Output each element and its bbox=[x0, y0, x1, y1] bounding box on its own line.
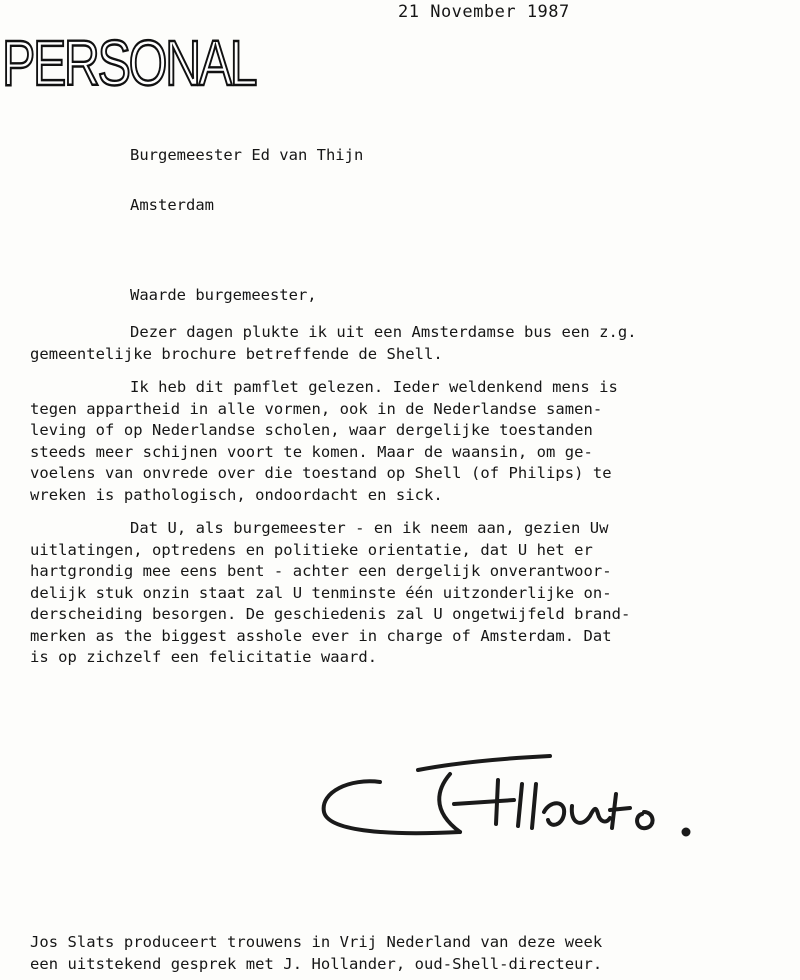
text-line: Dezer dagen plukte ik uit een Amsterdamse bus een z.g. bbox=[130, 323, 637, 341]
handwritten-signature bbox=[310, 740, 730, 860]
text-line: derscheiding besorgen. De geschiedenis zal U ongetwijfeld brand- bbox=[30, 605, 631, 623]
salutation: Waarde burgemeester, bbox=[130, 286, 317, 304]
personal-stamp: PERSONAL bbox=[2, 27, 256, 99]
text-line: gemeentelijke brochure betreffende de Shell. bbox=[30, 344, 443, 363]
text-line: wreken is pathologisch, ondoordacht en sick. bbox=[30, 485, 443, 504]
paragraph-2 bbox=[30, 377, 800, 506]
text-line: Dat U, als burgemeester - en ik neem aan, gezien Uw bbox=[130, 519, 609, 537]
text-line: Jos Slats produceert trouwens in Vrij Nederland van deze week bbox=[30, 933, 603, 951]
text-line: is op zichzelf een felicitatie waard. bbox=[30, 648, 378, 666]
paragraph-3 bbox=[30, 518, 800, 669]
text-line: steeds meer schijnen voort te komen. Maar de waansin, om ge- bbox=[30, 442, 593, 461]
letter-body bbox=[30, 322, 800, 681]
text-line: uitlatingen, optredens en politieke orientatie, dat U het er bbox=[30, 540, 593, 559]
text-line: voelens van onvrede over die toestand op Shell (of Philips) te bbox=[30, 464, 612, 482]
text-line: een uitstekend gesprek met J. Hollander, oud-Shell-directeur. bbox=[30, 954, 603, 973]
text-line: merken as the biggest asshole ever in charge of Amsterdam. Dat bbox=[30, 626, 612, 645]
paragraph-1 bbox=[30, 322, 800, 365]
text-line: delijk stuk onzin staat zal U tenminste één uitzonderlijke on- bbox=[30, 583, 612, 602]
text-line: leving of op Nederlandse scholen, waar dergelijke toestanden bbox=[30, 421, 593, 439]
letter-date: 21 November 1987 bbox=[398, 2, 570, 22]
addressee-city: Amsterdam bbox=[130, 196, 214, 214]
addressee: Burgemeester Ed van Thijn bbox=[130, 146, 364, 164]
text-line: hartgrondig mee eens bent - achter een dergelijk onverantwoor- bbox=[30, 562, 612, 580]
postscript bbox=[30, 932, 800, 975]
text-line: tegen appartheid in alle vormen, ook in de Nederlandse samen- bbox=[30, 399, 603, 418]
text-line: Ik heb dit pamflet gelezen. Ieder weldenkend mens is bbox=[130, 378, 618, 396]
